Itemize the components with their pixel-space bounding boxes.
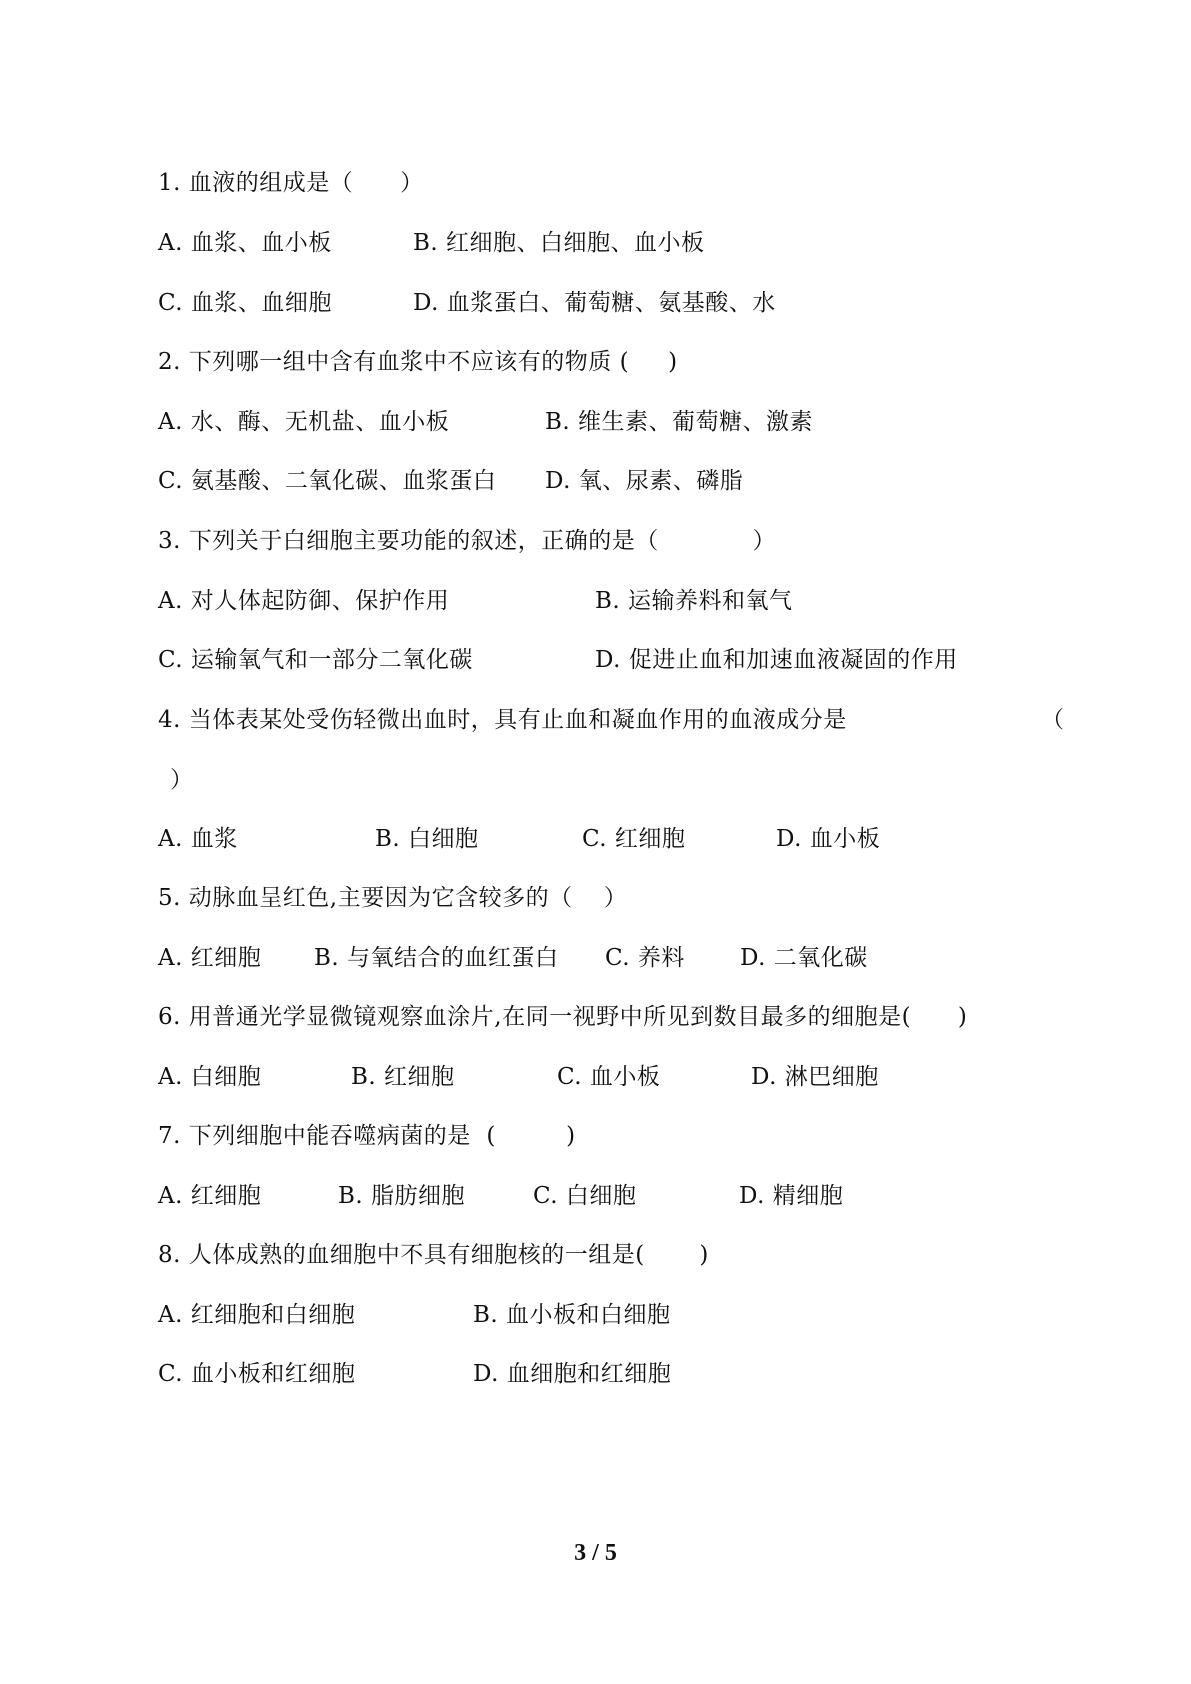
question-3-stem: 3. 下列关于白细胞主要功能的叙述，正确的是（ ）: [158, 528, 776, 554]
question-8-option-d: D. 血细胞和红细胞: [473, 1361, 672, 1387]
question-3-option-a: A. 对人体起防御、保护作用: [158, 588, 450, 614]
question-2-option-b: B. 维生素、葡萄糖、激素: [545, 409, 814, 435]
question-6-option-b: B. 红细胞: [351, 1064, 455, 1090]
question-3-option-b: B. 运输养料和氧气: [595, 588, 793, 614]
question-5-stem: 5. 动脉血呈红色,主要因为它含较多的（ ）: [158, 885, 628, 911]
page-number: 3 / 5: [574, 1540, 617, 1566]
question-1-option-c: C. 血浆、血细胞: [158, 290, 332, 316]
question-4-stem: 4. 当体表某处受伤轻微出血时，具有止血和凝血作用的血液成分是: [158, 707, 847, 733]
question-2-option-a: A. 水、酶、无机盐、血小板: [158, 409, 450, 435]
question-8-option-c: C. 血小板和红细胞: [158, 1361, 356, 1387]
question-3-option-c: C. 运输氧气和一部分二氧化碳: [158, 647, 473, 673]
question-5-option-c: C. 养料: [605, 945, 685, 971]
question-6-option-c: C. 血小板: [557, 1064, 661, 1090]
question-1-stem: 1. 血液的组成是（ ）: [158, 170, 424, 196]
question-1-option-d: D. 血浆蛋白、葡萄糖、氨基酸、水: [413, 290, 776, 316]
question-4-bracket-close: ）: [170, 767, 194, 793]
question-8-stem: 8. 人体成熟的血细胞中不具有细胞核的一组是( ): [158, 1242, 709, 1268]
question-6-option-a: A. 白细胞: [158, 1064, 262, 1090]
question-6-option-d: D. 淋巴细胞: [751, 1064, 879, 1090]
question-4-option-b: B. 白细胞: [375, 826, 479, 852]
question-5-option-d: D. 二氧化碳: [740, 945, 868, 971]
question-2-option-c: C. 氨基酸、二氧化碳、血浆蛋白: [158, 468, 497, 494]
question-1-option-a: A. 血浆、血小板: [158, 230, 332, 256]
question-4-bracket-open: （: [1041, 707, 1065, 733]
question-7-option-d: D. 精细胞: [739, 1183, 844, 1209]
question-8-option-a: A. 红细胞和白细胞: [158, 1302, 356, 1328]
question-4-option-d: D. 血小板: [776, 826, 881, 852]
question-3-option-d: D. 促进止血和加速血液凝固的作用: [595, 647, 958, 673]
question-7-stem: 7. 下列细胞中能吞噬病菌的是 ( ): [158, 1123, 576, 1149]
question-7-option-b: B. 脂肪细胞: [338, 1183, 466, 1209]
question-2-option-d: D. 氧、尿素、磷脂: [545, 468, 744, 494]
question-5-option-a: A. 红细胞: [158, 945, 262, 971]
question-7-option-a: A. 红细胞: [158, 1183, 262, 1209]
question-6-stem: 6. 用普通光学显微镜观察血涂片,在同一视野中所见到数目最多的细胞是( ): [158, 1004, 968, 1030]
question-7-option-c: C. 白细胞: [533, 1183, 637, 1209]
question-8-option-b: B. 血小板和白细胞: [473, 1302, 671, 1328]
question-4-option-a: A. 血浆: [158, 826, 238, 852]
question-4-option-c: C. 红细胞: [582, 826, 686, 852]
question-5-option-b: B. 与氧结合的血红蛋白: [314, 945, 559, 971]
question-1-option-b: B. 红细胞、白细胞、血小板: [413, 230, 705, 256]
question-2-stem: 2. 下列哪一组中含有血浆中不应该有的物质 ( ): [158, 349, 678, 375]
